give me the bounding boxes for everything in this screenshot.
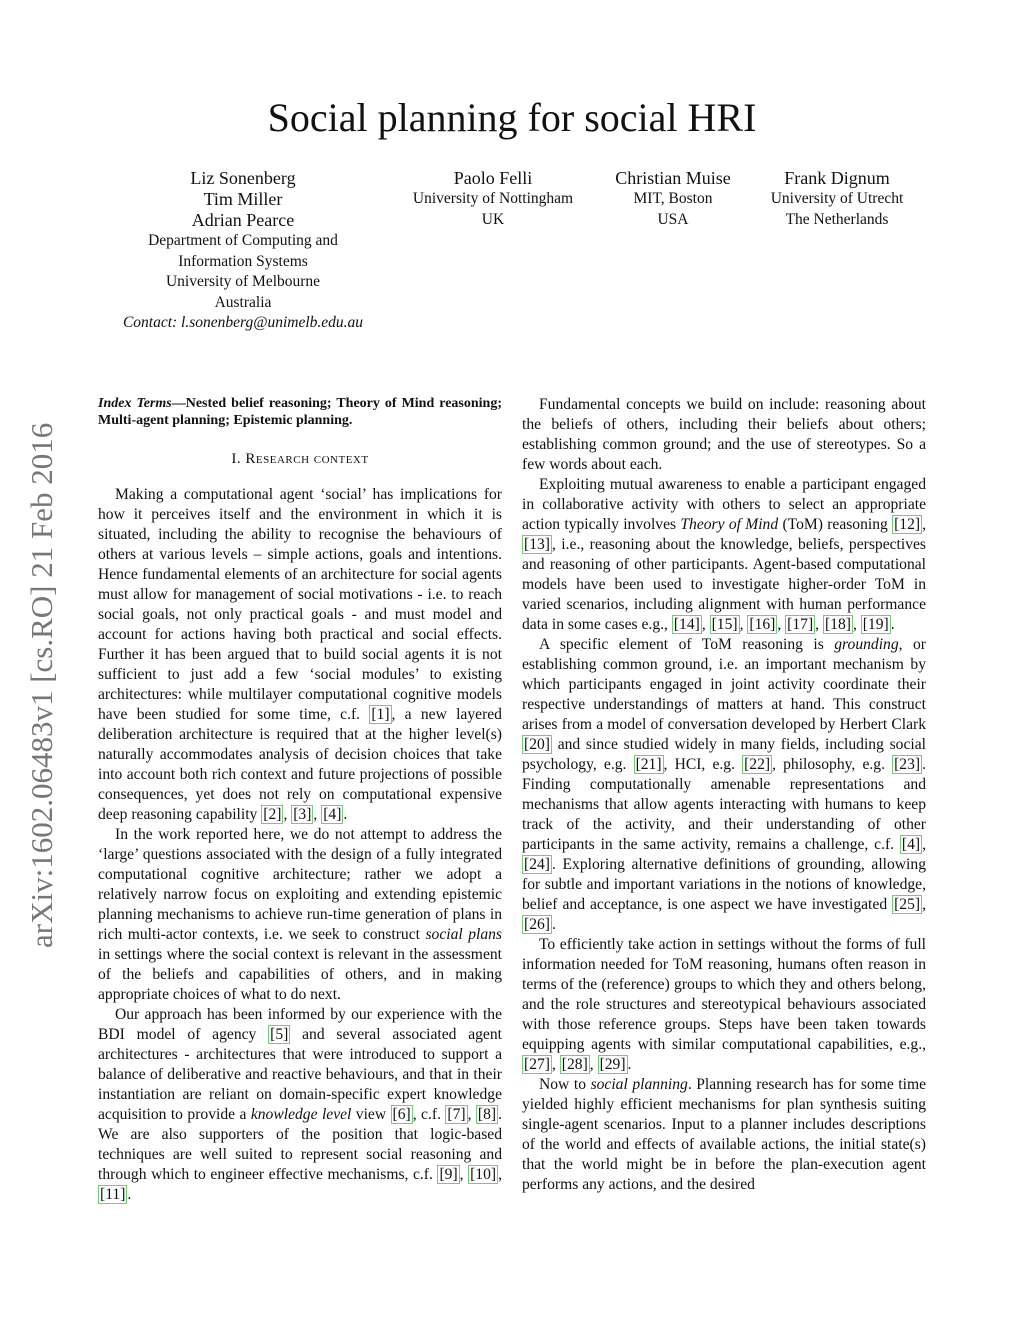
body-paragraph (522, 935, 926, 1075)
text-run: , (922, 836, 926, 853)
citation-link[interactable]: [4] (323, 806, 342, 823)
author-block-melbourne (122, 168, 364, 334)
author-affiliation: MIT, Boston (633, 190, 713, 207)
index-terms-label: Index Terms (98, 396, 172, 411)
author-affiliation: Information Systems (178, 252, 308, 270)
citation-link[interactable]: [29] (599, 1056, 626, 1073)
citation-link[interactable]: [19] (862, 616, 889, 633)
emphasized-text: social plans (425, 926, 502, 943)
citation-link[interactable]: [16] (749, 616, 776, 633)
body-paragraph (522, 635, 926, 935)
text-run: , philosophy, e.g. (772, 756, 893, 773)
citation-link[interactable]: [1] (371, 706, 390, 723)
author-name: Paolo Felli (453, 168, 533, 188)
text-run: , c.f. (412, 1106, 446, 1123)
text-run: , (283, 806, 292, 823)
index-terms-text: —Nested belief reasoning; Theory of Mind reasoning; Multi-agent planning; Epistemic planning. (98, 396, 502, 428)
body-paragraph (98, 485, 502, 825)
text-run: , (701, 616, 710, 633)
text-run: . Exploring alternative definitions of grounding, allowing for subtle and important variations in the notions of knowledge, belief and acceptance, is one aspect we have investigated (522, 856, 926, 913)
citation-link[interactable]: [3] (293, 806, 312, 823)
author-name: Frank Dignum (784, 168, 890, 188)
citation-link[interactable]: [12] (894, 516, 921, 533)
text-run: . We are also supporters of the position that logic-based techniques are well suited to represent social reasoning and through which to engineer effective mechanisms, c.f. (98, 1106, 503, 1183)
text-run: , or establishing common ground, i.e. an important mechanism by which participants engaged in joint activity coordinate their respective understandings of matters at hand. This construct arises from a model of conversation developed by Herbert Clark (522, 636, 926, 733)
citation-link[interactable]: [11] (100, 1186, 126, 1203)
emphasized-text: knowledge level (250, 1106, 352, 1123)
citation-link[interactable]: [20] (524, 736, 550, 753)
text-run: and since studied widely in many fields, including social psychology, e.g. (522, 736, 926, 773)
emphasized-text: social planning (590, 1076, 688, 1093)
citation-link[interactable]: [21] (635, 756, 662, 773)
author-block-nottingham (393, 168, 593, 230)
text-run: , a new layered deliberation architecture is required that at the higher level(s) naturally accommodates analysis of decision choices that take into account both rich context and future projections of possible consequences, yet does not rely on computational expensive deep reasoning capability (98, 706, 502, 823)
left-column (98, 395, 502, 1205)
citation-link[interactable]: [2] (263, 806, 282, 823)
text-run: . (890, 616, 895, 633)
text-run: Making a computational agent ‘social’ has implications for how it perceives itself and the environment in which it is situated, including the ability to recognise the behaviours of others at various levels – simple actions, goals and intentions. Hence fundamental elements of an architecture for social agents must allow for management of social motivations - i.e. to reach social goals, not only practical goals - and must model and account for actions having both practical and social effects. Further it has been argued that to build social agents it is not sufficient to just add a few ‘social modules’ to existing architectures: while multilayer computational cognitive models have been studied for some time, c.f. (98, 486, 502, 723)
author-contact: Contact: l.sonenberg@unimelb.edu.au (122, 314, 364, 331)
right-column (522, 395, 926, 1195)
body-paragraph (522, 1075, 926, 1195)
author-affiliation: UK (481, 210, 505, 228)
citation-link[interactable]: [26] (524, 916, 550, 933)
right-body (522, 395, 926, 1195)
text-run: Our approach has been informed by our experience with the BDI model of agency (98, 1006, 502, 1043)
left-body (98, 485, 502, 1205)
text-run: . (343, 806, 348, 823)
text-run: , (589, 1056, 598, 1073)
text-run: and several associated agent architectures - architectures that were introduced to support a balance of deliberative and reactive behaviours, and that in their instantiation are reliant on domain-specific expert knowledge acquisition to provide a (98, 1026, 502, 1123)
citation-link[interactable]: [13] (524, 536, 550, 553)
text-run: , (551, 1056, 560, 1073)
citation-link[interactable]: [4] (901, 836, 921, 853)
text-run: , (467, 1106, 476, 1123)
citation-link[interactable]: [25] (894, 896, 921, 913)
citation-link[interactable]: [9] (439, 1166, 458, 1183)
text-run: (ToM) reasoning (778, 516, 893, 533)
emphasized-text: grounding (834, 636, 899, 653)
citation-link[interactable]: [17] (787, 616, 814, 633)
paper-title: Social planning for social HRI (267, 95, 757, 140)
author-affiliation: Australia (214, 293, 272, 311)
author-affiliation: The Netherlands (785, 210, 889, 228)
text-run: , (459, 1166, 469, 1183)
index-terms (98, 395, 502, 429)
citation-link[interactable]: [23] (894, 756, 921, 773)
citation-link[interactable]: [24] (524, 856, 550, 873)
citation-link[interactable]: [10] (470, 1166, 497, 1183)
text-run: Fundamental concepts we build on include: reasoning about the beliefs of others, including their beliefs about others; establishing common ground; and the use of stereotypes. So a few words about each. (522, 396, 926, 473)
citation-link[interactable]: [28] (561, 1056, 588, 1073)
author-affiliation: USA (657, 210, 689, 228)
text-run: , (815, 616, 823, 633)
author-affiliation: University of Utrecht (770, 190, 904, 207)
text-run: in settings where the social context is relevant in the assessment of the beliefs and capabilities of others, and in making appropriate choices of what to do next. (98, 946, 502, 1003)
citation-link[interactable]: [5] (270, 1026, 289, 1043)
author-affiliation: University of Nottingham (412, 190, 574, 207)
author-affiliation: University of Melbourne (165, 273, 321, 290)
text-run: , (498, 1166, 502, 1183)
text-run: , i.e., reasoning about the knowledge, beliefs, perspectives and reasoning of other participants. Agent-based computational models have been used to investigate higher-order ToM in varied scenarios, including alignment with human performance data in some cases e.g., (522, 536, 926, 633)
text-run: . (551, 916, 556, 933)
text-run: A specific element of ToM reasoning is (539, 636, 835, 653)
text-run: Now to (539, 1076, 591, 1093)
author-name: Tim Miller (203, 189, 283, 209)
text-run: , (922, 896, 926, 913)
author-affiliation: Department of Computing and (148, 232, 338, 249)
author-block-utrecht (752, 168, 922, 230)
body-paragraph (98, 1005, 502, 1205)
emphasized-text: Theory of Mind (680, 516, 779, 533)
citation-link[interactable]: [8] (477, 1106, 497, 1123)
section-heading (98, 449, 502, 469)
text-run: , HCI, e.g. (663, 756, 743, 773)
text-run: . (127, 1186, 132, 1203)
section-number: I. (231, 451, 242, 467)
citation-link[interactable]: [27] (524, 1056, 550, 1073)
section-title: Research context (245, 451, 369, 467)
author-name: Adrian Pearce (191, 210, 295, 230)
text-run: , (922, 516, 926, 533)
text-run: In the work reported here, we do not attempt to address the ‘large’ questions associated with the design of a fully integrated computational cognitive architecture; rather we adopt a relatively narrow focus on exploiting and extending epistemic planning mechanisms to achieve run-time generation of plans in rich multi-actor contexts, i.e. we seek to construct (98, 826, 502, 943)
author-name: Christian Muise (615, 168, 731, 188)
citation-link[interactable]: [22] (744, 756, 771, 773)
text-run: . Planning research has for some time yielded highly efficient mechanisms for plan synthesis suiting single-agent scenarios. Input to a planner includes descriptions of the world and effects of available actions, the initial state(s) that the world might be in before the plan-execution agent performs any actions, and the desired (522, 1076, 927, 1193)
text-run: , (739, 616, 748, 633)
text-run: view (351, 1106, 391, 1123)
author-name: Liz Sonenberg (190, 168, 296, 188)
body-paragraph (522, 475, 926, 635)
citation-link[interactable]: [14] (673, 616, 700, 633)
author-block-mit (593, 168, 753, 230)
text-run: . (627, 1056, 632, 1073)
citation-link[interactable]: [15] (711, 616, 738, 633)
text-run: , (852, 616, 861, 633)
citation-link[interactable]: [18] (824, 616, 851, 633)
text-run: . Finding computationally amenable representations and mechanisms that allow agents interacting with humans to keep track of the activity, and their understanding of other participants in the same activity, remains a challenge, c.f. (522, 756, 926, 853)
citation-link[interactable]: [6] (392, 1106, 411, 1123)
text-run: , (777, 616, 786, 633)
arxiv-identifier: arXiv:1602.06483v1 [cs.RO] 21 Feb 2016 (24, 422, 59, 948)
text-run: Exploiting mutual awareness to enable a participant engaged in collaborative activity with others to select an appropriate action typically involves (522, 476, 926, 533)
citation-link[interactable]: [7] (447, 1106, 466, 1123)
text-run: , (313, 806, 322, 823)
body-paragraph (98, 825, 502, 1005)
body-paragraph (522, 395, 926, 475)
text-run: To efficiently take action in settings without the forms of full information needed for ToM reasoning, humans often reason in terms of the (reference) groups to which they and others belong, and the role structures and stereotypical behaviours associated with those reference groups. Steps have been taken towards equipping agents with similar computational capabilities, e.g., (522, 936, 926, 1053)
